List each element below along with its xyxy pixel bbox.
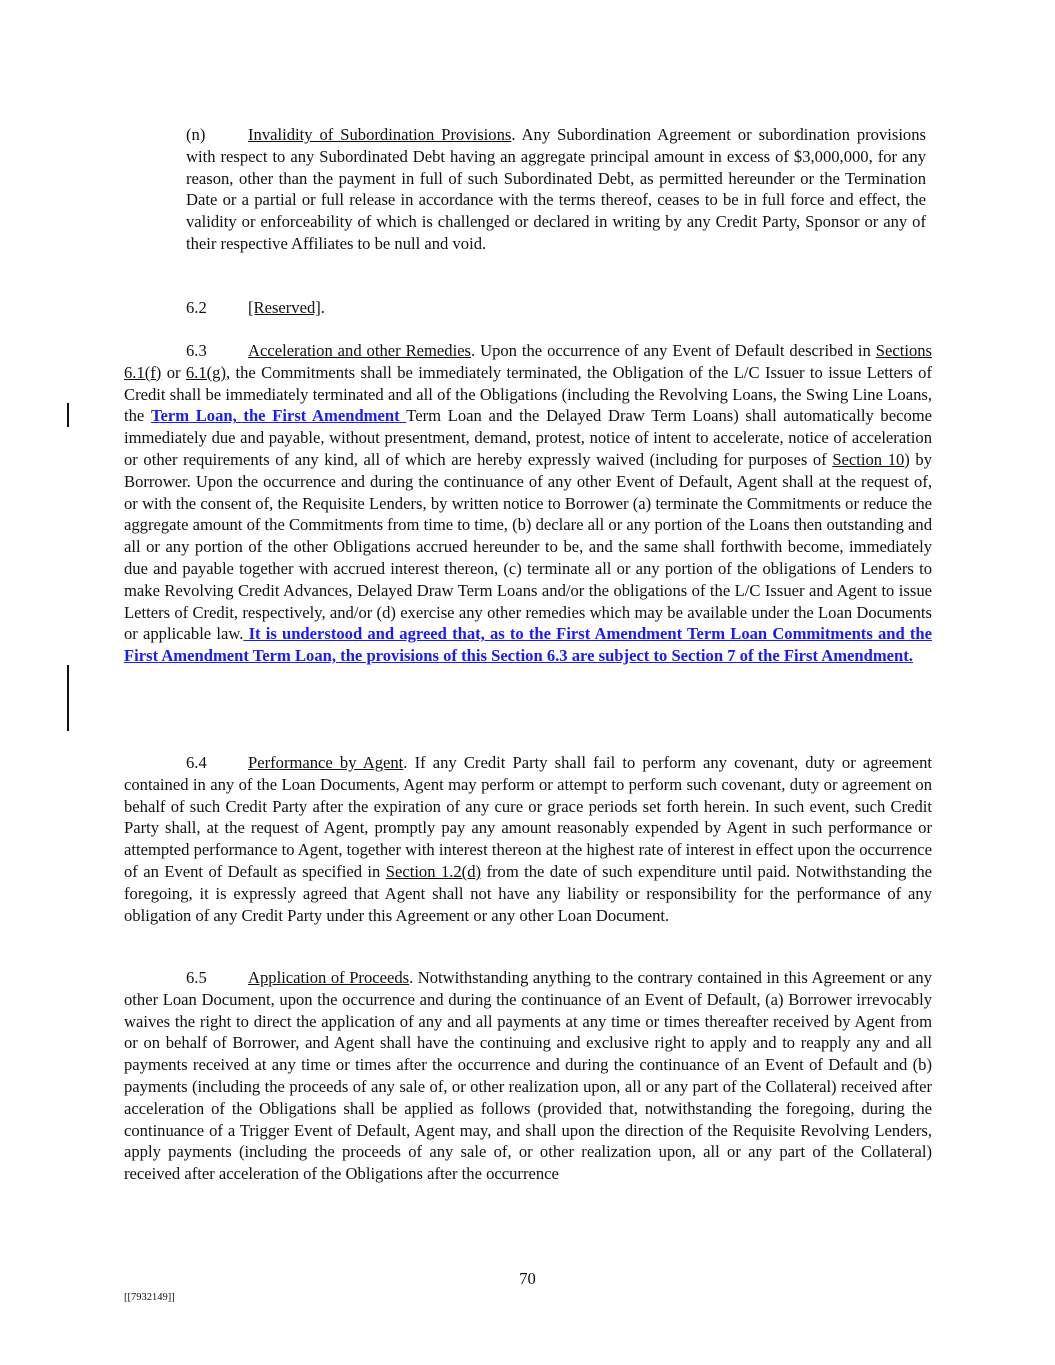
section-6-4-number: 6.4 [186,753,207,772]
section-6-5-text-1: . Notwithstanding anything to the contrary contained in this Agreement or any other Loan Document, upon the occurrence and during the continuance of an Event of Default, (a) Borrower irrevocably waives the right to direct the application of any and all payments at any time or times thereafter received by Agent from or on behalf of Borrower, and Agent shall have the continuing and exclusive right to apply and to reapply any and all payments received at any time or times after the occurrence and during the continuance of an Event of Default and (b) payments (including the proceeds of any sale of, or other realization upon, all or any part of the Collateral) received after acceleration of the Obligations shall be applied as follows (provided that, notwithstanding the foregoing, during the continuance of a Trigger Event of Default, Agent may, and shall upon the direction of the Requisite Revolving Lenders, apply payments (including the proceeds of any sale of, or other realization upon, all or any part of the Collateral) received after acceleration of the Obligations after the occurrence [124,968,932,1184]
section-6-3-text-1: . Upon the occurrence of any Event of Default described in [471,341,876,360]
section-6-3-text-2: or [161,362,186,382]
section-n-number: (n) [186,125,206,144]
section-6-3-text-3: , the Commitments shall be immediately terminated, the Obligation of the L/C Issuer to issue Letters of Credit shall be immediately terminated and all of the Obligations (including the Revolving Loans, the Swing Line Loans, the [124,362,932,426]
change-bar [67,665,69,731]
document-id: [[7932149]] [124,1292,175,1303]
change-bar [67,403,69,427]
section-6-5-paragraph [124,967,932,1185]
section-n-paragraph [186,124,926,255]
section-6-4-heading: Performance by Agent [248,753,404,772]
section-n-text: . Any Subordination Agreement or subordination provisions with respect to any Subordinated Debt having an aggregate principal amount in excess of $3,000,000, for any reason, other than the payment in full of such Subordinated Debt, as permitted hereunder or the Termination Date or a partial or full release in accordance with the terms thereof, ceases to be in full force and effect, the validity or enforceability of which is challenged or declared in writing by any Credit Party, Sponsor or any of their respective Affiliates to be null and void. [186,125,926,253]
section-6-4-text-2: from the date of such expenditure until paid. Notwithstanding the foregoing, it is expressly agreed that Agent shall not have any liability or responsibility for the performance of any obligation of any Credit Party under this Agreement or any other Loan Document. [124,861,932,925]
section-6-2-paragraph [124,297,932,319]
section-6-3-text-4: Term Loan and the Delayed Draw Term Loans) shall automatically become immediately due and payable, without presentment, demand, protest, notice of intent to accelerate, notice of acceleration or other requirements of any kind, all of which are hereby expressly waived (including for purposes of [124,406,933,469]
section-6-3-paragraph [124,340,932,667]
section-6-3-heading: Acceleration and other Remedies [248,341,472,360]
section-6-3-number: 6.3 [186,341,207,360]
section-6-5-number: 6.5 [186,968,207,987]
page-number: 70 [519,1269,536,1288]
section-1-2d-reference: Section 1.2(d) [385,861,482,881]
section-6-4-paragraph [124,752,932,926]
section-10-reference: Section 10 [832,449,905,469]
section-6-2-heading: [Reserved] [248,298,321,317]
section-6-1f-reference: Sections 6.1(f) [124,341,932,382]
section-6-4-text-1: . If any Credit Party shall fail to perform any covenant, duty or agreement contained in any of the Loan Documents, Agent may perform or attempt to perform such covenant, duty or agreement on behalf of such Credit Party after the expiration of any cure or grace periods set forth herein. In such event, such Credit Party shall, at the request of Agent, promptly pay any amount reasonably expended by Agent in such performance or attempted performance to Agent, together with interest thereon at the highest rate of interest in effect upon the occurrence of an Event of Default as specified in [124,753,932,881]
section-6-1g-reference: 6.1(g) [185,362,226,382]
section-6-3-text-5: ) by Borrower. Upon the occurrence and during the continuance of any other Event of Default, Agent shall at the request of, or with the consent of, the Requisite Lenders, by written notice to Borrower (a) terminate the Commitments or reduce the aggregate amount of the Commitments from time to time, (b) declare all or any portion of the Loans then outstanding and all or any portion of the other Obligations accrued hereunder to be, and the same shall forthwith become, immediately due and payable together with accrued interest thereon, (c) terminate all or any portion of the obligations of Lenders to make Revolving Credit Advances, Delayed Draw Term Loans and/or the obligations of the L/C Issuer and Agent to issue Letters of Credit, respectively, and/or (d) exercise any other remedies which may be available under the Loan Documents or applicable law. [124,449,933,644]
section-6-2-number: 6.2 [186,298,207,317]
inserted-text-first-amendment: It is understood and agreed that, as to the First Amendment Term Loan Commitments and the First Amendment Term Loan, the provisions of this Section 6.3 are subject to Section 7 of the First Amendment. [124,624,932,666]
section-n-heading: Invalidity of Subordination Provisions [248,125,512,144]
section-6-5-heading: Application of Proceeds [248,968,410,987]
inserted-text-term-loan: Term Loan, the First Amendment [150,406,407,426]
section-6-2-tail: . [320,298,325,317]
